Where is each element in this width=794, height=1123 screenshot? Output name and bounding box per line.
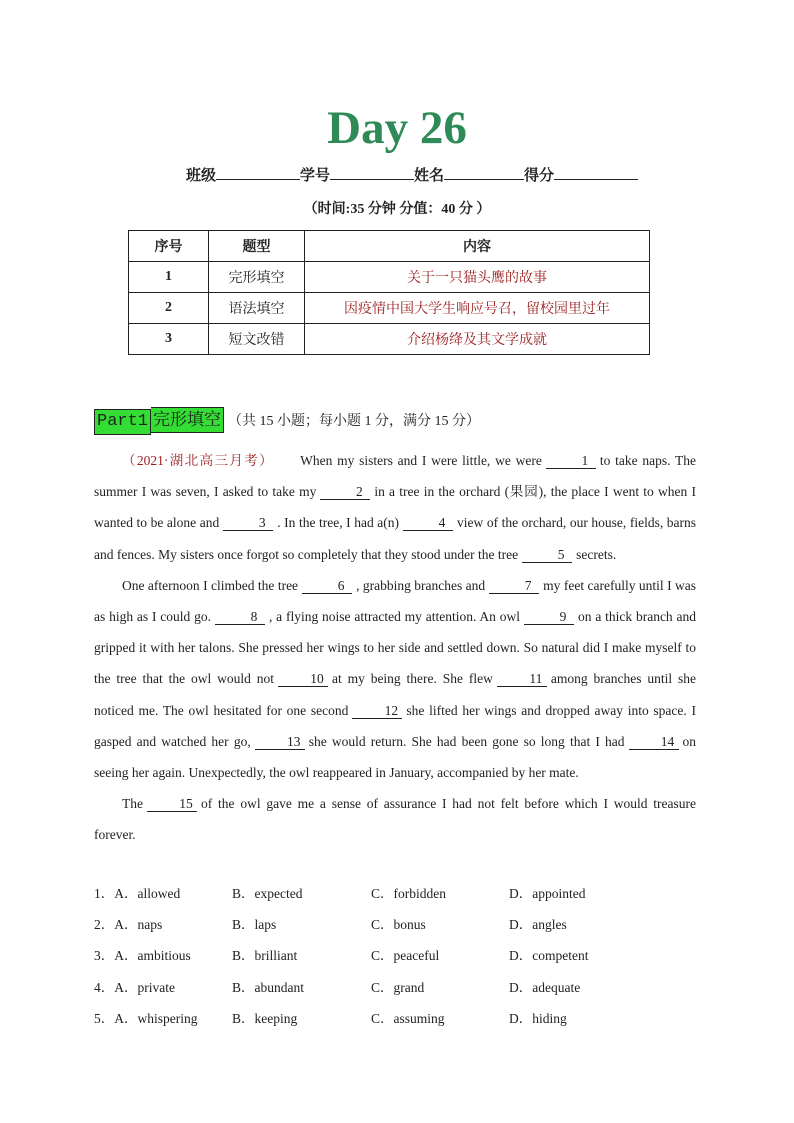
- blank-9[interactable]: 9: [524, 609, 574, 625]
- passage-text: my feet carefully until I was as high as I could go.: [94, 577, 696, 625]
- row-content: 关于一只猫头鹰的故事: [305, 262, 650, 293]
- option-row: [94, 1003, 714, 1034]
- option-a[interactable]: 1．A．allowed: [94, 886, 181, 901]
- passage-text: she lifted her wings and dropped away into space. I gasped and watched her go,: [94, 702, 696, 749]
- option-d[interactable]: D．angles: [509, 917, 567, 933]
- row-content: 介绍杨绛及其文学成就: [305, 324, 650, 355]
- row-num: 2: [129, 293, 209, 324]
- blank-12[interactable]: 12: [352, 703, 402, 719]
- id-label: 学号: [300, 168, 331, 184]
- header-num: 序号: [129, 231, 209, 262]
- row-num: 1: [129, 262, 209, 293]
- row-num: 3: [129, 324, 209, 355]
- passage-paragraph-2: [94, 570, 696, 788]
- option-a[interactable]: 5．A．whispering: [94, 1010, 198, 1026]
- option-row: [94, 940, 714, 971]
- row-type: 完形填空: [209, 262, 305, 293]
- header-type: 题型: [209, 231, 305, 262]
- part-note: （共 15 小题；每小题 1 分，满分 15 分）: [228, 414, 481, 429]
- option-a[interactable]: 3．A．ambitious: [94, 948, 191, 964]
- time-score-line: （时间:35 分钟 分值：40 分 ）: [303, 202, 491, 217]
- blank-13[interactable]: 13: [255, 734, 305, 750]
- option-row: [94, 909, 714, 940]
- table-header-row: [129, 231, 650, 262]
- passage-text: she would return. She had been gone so long that I had: [308, 733, 625, 749]
- header-content: 内容: [305, 231, 650, 262]
- table-row: [129, 324, 650, 355]
- part-heading: [94, 407, 480, 435]
- blank-11[interactable]: 11: [497, 671, 547, 687]
- row-type: 短文改错: [209, 324, 305, 355]
- row-type: 语法填空: [209, 293, 305, 324]
- option-c[interactable]: C．peaceful: [371, 948, 440, 964]
- option-c[interactable]: C．grand: [371, 979, 425, 995]
- blank-6[interactable]: 6: [302, 578, 352, 594]
- option-row: [94, 878, 714, 909]
- passage-text: . In the tree, I had a(n): [277, 515, 400, 531]
- score-label: 得分: [524, 168, 555, 184]
- passage-text: in a tree in the orchard (果园), the place I went to when I wanted to be alone and: [94, 484, 696, 531]
- passage-text: to take naps. The summer I was seven, I asked to take my: [94, 453, 696, 500]
- blank-2[interactable]: 2: [320, 484, 370, 500]
- blank-3[interactable]: 3: [223, 515, 273, 531]
- option-a[interactable]: 2．A．naps: [94, 917, 163, 933]
- blank-4[interactable]: 4: [403, 515, 453, 531]
- blank-14[interactable]: 14: [629, 734, 679, 750]
- passage-text: secrets.: [576, 546, 617, 562]
- option-a[interactable]: 4．A．private: [94, 979, 175, 995]
- name-blank[interactable]: [444, 163, 524, 180]
- id-blank[interactable]: [330, 163, 414, 180]
- table-row: [129, 293, 650, 324]
- page-title: Day 26: [327, 102, 467, 154]
- part-label: Part1: [94, 409, 151, 435]
- option-d[interactable]: D．competent: [509, 948, 589, 964]
- option-b[interactable]: B．laps: [232, 917, 277, 933]
- cloze-passage: [94, 445, 696, 851]
- passage-paragraph-1: [94, 445, 696, 570]
- name-label: 姓名: [414, 168, 445, 184]
- blank-1[interactable]: 1: [546, 453, 596, 469]
- part-title: 完形填空: [151, 407, 224, 433]
- passage-paragraph-3: [94, 788, 696, 850]
- row-content: 因疫情中国大学生响应号召，留校园里过年: [305, 293, 650, 324]
- option-c[interactable]: C．forbidden: [371, 886, 446, 901]
- student-info-line: [186, 163, 638, 186]
- blank-7[interactable]: 7: [489, 578, 539, 594]
- table-row: [129, 262, 650, 293]
- passage-text: among branches until she noticed me. The owl hesitated for one second: [94, 671, 696, 718]
- passage-text: , a flying noise attracted my attention. An owl: [268, 609, 520, 625]
- contents-table: [128, 230, 650, 355]
- option-d[interactable]: D．adequate: [509, 979, 581, 995]
- option-row: [94, 972, 714, 1003]
- option-b[interactable]: B．abundant: [232, 979, 304, 995]
- option-b[interactable]: B．expected: [232, 886, 303, 901]
- blank-10[interactable]: 10: [278, 671, 328, 687]
- option-b[interactable]: B．keeping: [232, 1010, 298, 1026]
- blank-5[interactable]: 5: [522, 547, 572, 563]
- class-blank[interactable]: [216, 163, 300, 180]
- passage-text: at my being there. She flew: [331, 671, 493, 687]
- passage-text: , grabbing branches and: [356, 577, 486, 593]
- score-blank[interactable]: [554, 163, 638, 180]
- passage-text: on seeing her again. Unexpectedly, the owl reappeared in January, accompanied by her mate.: [94, 733, 696, 781]
- passage-text: of the owl gave me a sense of assurance I had not felt before which I would treasure forever.: [94, 796, 696, 843]
- answer-options: [94, 878, 714, 1034]
- source-note: （2021·湖北高三月考）: [122, 453, 275, 468]
- passage-text: view of the orchard, our house, fields, barns and fences. My sisters once forgot so completely that they stood under the tree: [94, 515, 696, 562]
- passage-text: When my sisters and I were little, we were: [300, 453, 542, 468]
- option-c[interactable]: C．bonus: [371, 917, 426, 933]
- option-c[interactable]: C．assuming: [371, 1010, 445, 1026]
- passage-text: One afternoon I climbed the tree: [122, 577, 299, 593]
- class-label: 班级: [186, 168, 217, 184]
- passage-text: The: [122, 796, 143, 812]
- blank-8[interactable]: 8: [215, 609, 265, 625]
- option-d[interactable]: D．hiding: [509, 1010, 567, 1026]
- blank-15[interactable]: 15: [147, 796, 197, 812]
- option-d[interactable]: D．appointed: [509, 886, 586, 901]
- passage-text: on a thick branch and gripped it with her talons. She pressed her wings to her side and settled down. So natural did I make myself to the tree that the owl would not: [94, 609, 696, 687]
- option-b[interactable]: B．brilliant: [232, 948, 298, 964]
